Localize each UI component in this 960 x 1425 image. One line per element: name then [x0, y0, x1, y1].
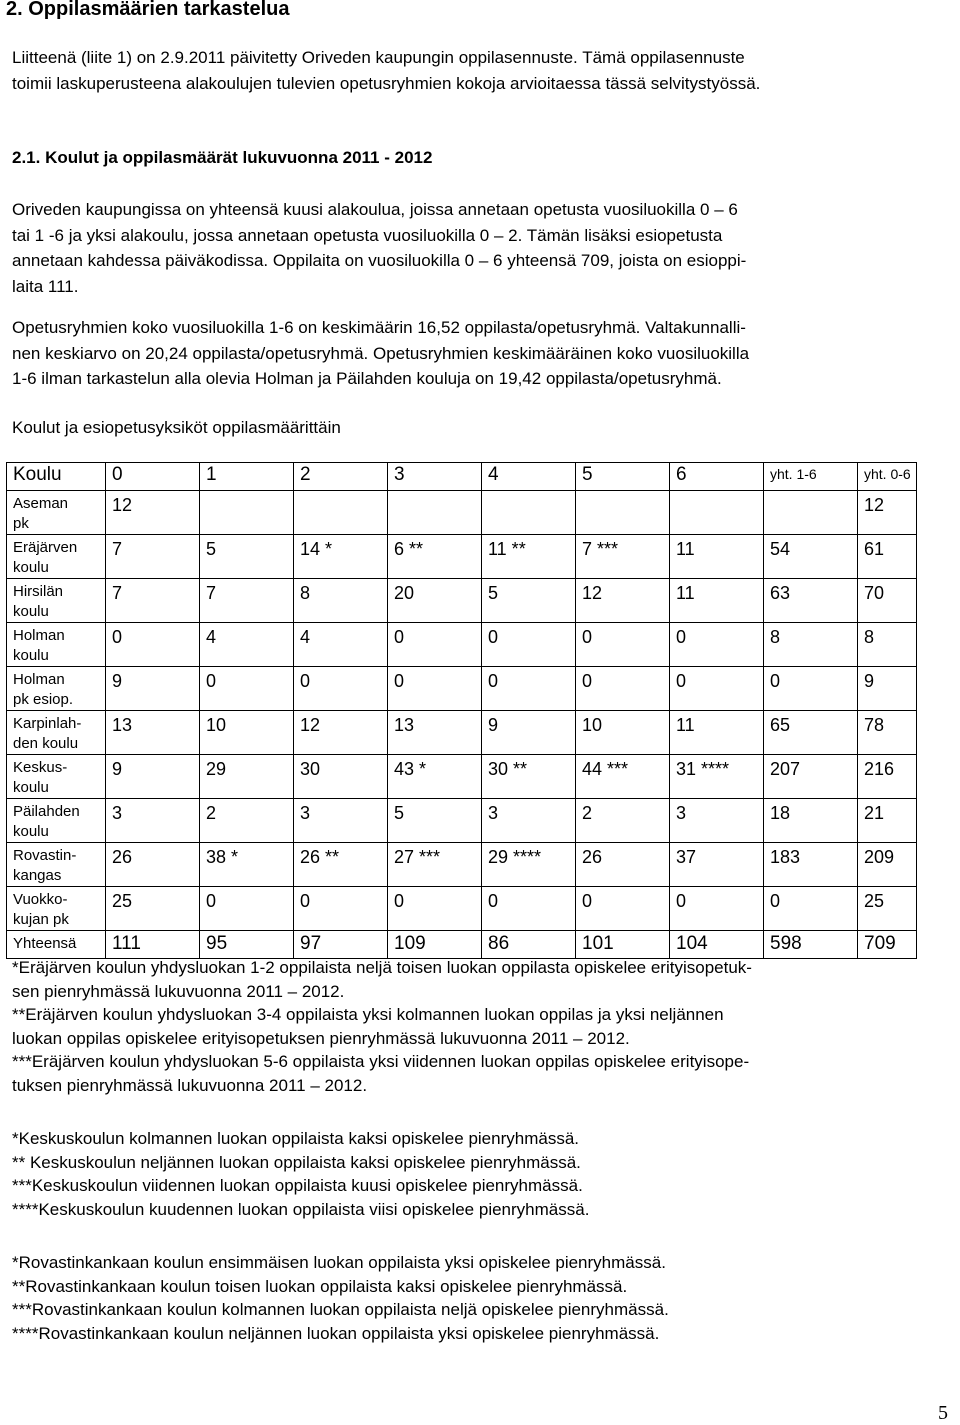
value-cell: 12 [106, 491, 200, 535]
total-value-cell: 95 [200, 931, 294, 959]
paragraph-schools [12, 197, 746, 299]
value-cell: 0 [764, 667, 858, 711]
value-cell: 0 [576, 887, 670, 931]
value-cell: 5 [200, 535, 294, 579]
value-cell: 6 ** [388, 535, 482, 579]
value-cell: 216 [858, 755, 917, 799]
school-name-line: koulu [13, 647, 49, 664]
total-value-cell: 97 [294, 931, 388, 959]
school-name-cell [7, 799, 106, 843]
footnote-line: ***Keskuskoulun viidennen luokan oppilaista kuusi opiskelee pienryhmässä. [12, 1176, 583, 1195]
footnotes-rovastinkangas [12, 1251, 669, 1345]
footnote-line: **Eräjärven koulun yhdysluokan 3-4 oppilaista yksi kolmannen luokan oppilas ja yksi neljännen [12, 1005, 724, 1024]
value-cell: 13 [106, 711, 200, 755]
value-cell: 0 [764, 887, 858, 931]
value-cell: 209 [858, 843, 917, 887]
value-cell: 27 *** [388, 843, 482, 887]
table-total-row [7, 931, 917, 959]
value-cell: 20 [388, 579, 482, 623]
footnote-line: ***Rovastinkankaan koulun kolmannen luokan oppilaista neljä opiskelee pienryhmässä. [12, 1300, 669, 1319]
value-cell: 70 [858, 579, 917, 623]
total-value-cell: 101 [576, 931, 670, 959]
value-cell: 0 [200, 887, 294, 931]
value-cell: 26 [106, 843, 200, 887]
table-caption: Koulut ja esiopetusyksiköt oppilasmäärittäin [12, 418, 341, 437]
column-header: 0 [106, 463, 200, 491]
value-cell: 9 [482, 711, 576, 755]
value-cell: 12 [576, 579, 670, 623]
value-cell: 61 [858, 535, 917, 579]
section-title: 2. Oppilasmäärien tarkastelua [6, 0, 290, 20]
value-cell: 4 [294, 623, 388, 667]
value-cell: 183 [764, 843, 858, 887]
value-cell: 65 [764, 711, 858, 755]
footnote-line: ****Rovastinkankaan koulun neljännen luokan oppilaista yksi opiskelee pienryhmässä. [12, 1323, 660, 1343]
value-cell [670, 491, 764, 535]
value-cell: 0 [388, 623, 482, 667]
value-cell: 31 **** [670, 755, 764, 799]
school-name-line: kangas [13, 867, 62, 884]
value-cell: 18 [764, 799, 858, 843]
value-cell: 25 [858, 887, 917, 931]
students-table [6, 462, 917, 959]
table-row [7, 579, 917, 623]
value-cell: 30 [294, 755, 388, 799]
value-cell: 12 [858, 491, 917, 535]
total-value-cell: 86 [482, 931, 576, 959]
value-cell: 0 [106, 623, 200, 667]
school-name-line: den koulu [13, 735, 79, 752]
column-header: Koulu [7, 463, 106, 491]
value-cell [576, 491, 670, 535]
intro-line: toimii laskuperusteena alakoulujen tulevien opetusryhmien kokoja arvioitaessa tässä selvitystyössä. [12, 73, 761, 93]
school-name-line: koulu [13, 559, 49, 576]
school-name-line: Aseman [13, 495, 69, 512]
value-cell: 63 [764, 579, 858, 623]
value-cell: 54 [764, 535, 858, 579]
value-cell: 8 [858, 623, 917, 667]
table-row [7, 755, 917, 799]
value-cell: 7 [106, 535, 200, 579]
value-cell: 3 [294, 799, 388, 843]
paragraph-line: laita 111. [12, 276, 79, 296]
value-cell: 9 [106, 755, 200, 799]
value-cell: 26 [576, 843, 670, 887]
value-cell: 4 [200, 623, 294, 667]
paragraph-line: 1-6 ilman tarkastelun alla olevia Holman ja Päilahden kouluja on 19,42 oppilasta/opetusryhmä. [12, 369, 722, 388]
paragraph-line: annetaan kahdessa päiväkodissa. Oppilaita on vuosiluokilla 0 – 6 yhteensä 709, joista on esioppi- [12, 251, 747, 270]
column-header: 4 [482, 463, 576, 491]
school-name-cell [7, 623, 106, 667]
school-name-cell [7, 843, 106, 887]
value-cell: 0 [388, 667, 482, 711]
value-cell: 0 [576, 667, 670, 711]
total-value-cell: 598 [764, 931, 858, 959]
paragraph-line: Opetusryhmien koko vuosiluokilla 1-6 on keskimäärin 16,52 oppilasta/opetusryhmä. Valtakunnalli- [12, 318, 746, 337]
table-row [7, 843, 917, 887]
footnote-line: sen pienryhmässä lukuvuonna 2011 – 2012. [12, 981, 345, 1001]
value-cell: 7 [200, 579, 294, 623]
value-cell: 3 [482, 799, 576, 843]
school-name-cell [7, 711, 106, 755]
total-label-cell: Yhteensä [7, 931, 106, 959]
value-cell: 0 [200, 667, 294, 711]
paragraph-line: nen keskiarvo on 20,24 oppilasta/opetusryhmä. Opetusryhmien keskimääräinen koko vuosiluokilla [12, 343, 750, 363]
school-name-cell [7, 535, 106, 579]
school-name-cell [7, 579, 106, 623]
value-cell: 44 *** [576, 755, 670, 799]
value-cell: 30 ** [482, 755, 576, 799]
value-cell: 0 [482, 887, 576, 931]
value-cell: 0 [482, 623, 576, 667]
total-value-cell: 111 [106, 931, 200, 959]
value-cell: 9 [858, 667, 917, 711]
page-number: 5 [938, 1402, 948, 1424]
value-cell: 0 [482, 667, 576, 711]
value-cell: 12 [294, 711, 388, 755]
school-name-line: Holman [13, 627, 65, 644]
value-cell: 0 [670, 623, 764, 667]
table-row [7, 491, 917, 535]
paragraph-line: Oriveden kaupungissa on yhteensä kuusi alakoulua, joissa annetaan opetusta vuosiluokilla 0 – 6 [12, 200, 738, 219]
footnote-line: *Rovastinkankaan koulun ensimmäisen luokan oppilaista yksi opiskelee pienryhmässä. [12, 1253, 666, 1272]
total-value-cell: 709 [858, 931, 917, 959]
value-cell: 21 [858, 799, 917, 843]
school-name-line: Hirsilän [13, 583, 64, 600]
footnote-line: tuksen pienryhmässä lukuvuonna 2011 – 2012. [12, 1075, 368, 1095]
school-name-line: koulu [13, 779, 49, 796]
school-name-line: koulu [13, 823, 49, 840]
school-name-cell [7, 667, 106, 711]
value-cell: 14 * [294, 535, 388, 579]
school-name-line: pk [13, 515, 29, 532]
value-cell: 5 [482, 579, 576, 623]
school-name-line: kujan pk [13, 911, 69, 928]
footnotes-keskuskoulu [12, 1127, 589, 1221]
column-header: yht. 0-6 [858, 463, 917, 491]
value-cell: 207 [764, 755, 858, 799]
value-cell: 26 ** [294, 843, 388, 887]
value-cell: 11 ** [482, 535, 576, 579]
value-cell: 0 [670, 887, 764, 931]
value-cell: 2 [576, 799, 670, 843]
footnote-line: ** Keskuskoulun neljännen luokan oppilaista kaksi opiskelee pienryhmässä. [12, 1152, 581, 1172]
school-name-line: pk esiop. [13, 691, 74, 708]
value-cell: 0 [670, 667, 764, 711]
value-cell: 0 [294, 887, 388, 931]
value-cell [482, 491, 576, 535]
value-cell: 13 [388, 711, 482, 755]
footnote-line: ****Keskuskoulun kuudennen luokan oppilaista viisi opiskelee pienryhmässä. [12, 1199, 590, 1219]
value-cell: 3 [670, 799, 764, 843]
column-header: 1 [200, 463, 294, 491]
value-cell: 8 [294, 579, 388, 623]
value-cell: 7 [106, 579, 200, 623]
table-header-row [7, 463, 917, 491]
value-cell: 0 [576, 623, 670, 667]
column-header: 3 [388, 463, 482, 491]
footnote-line: luokan oppilas opiskelee erityisopetuksen pienryhmässä lukuvuonna 2011 – 2012. [12, 1028, 630, 1048]
paragraph-line: tai 1 -6 ja yksi alakoulu, jossa annetaan opetusta vuosiluokilla 0 – 2. Tämän lisäksi esiopetusta [12, 225, 723, 245]
intro-paragraph [12, 45, 760, 96]
footnote-line: *Keskuskoulun kolmannen luokan oppilaista kaksi opiskelee pienryhmässä. [12, 1129, 579, 1148]
value-cell [388, 491, 482, 535]
value-cell: 7 *** [576, 535, 670, 579]
value-cell: 8 [764, 623, 858, 667]
total-value-cell: 104 [670, 931, 764, 959]
value-cell [200, 491, 294, 535]
school-name-cell [7, 887, 106, 931]
school-name-line: Rovastin- [13, 847, 77, 864]
value-cell [294, 491, 388, 535]
value-cell: 2 [200, 799, 294, 843]
table-row [7, 623, 917, 667]
value-cell: 11 [670, 711, 764, 755]
school-name-line: Karpinlah- [13, 715, 82, 732]
value-cell: 11 [670, 535, 764, 579]
footnote-line: **Rovastinkankaan koulun toisen luokan oppilaista kaksi opiskelee pienryhmässä. [12, 1276, 628, 1296]
table-row [7, 799, 917, 843]
table-row [7, 535, 917, 579]
footnotes-erajarvi [12, 956, 752, 1097]
paragraph-group-sizes [12, 315, 749, 392]
value-cell: 29 [200, 755, 294, 799]
footnote-line: ***Eräjärven koulun yhdysluokan 5-6 oppilaista yksi viidennen luokan oppilas opiskelee erityisope- [12, 1052, 750, 1071]
value-cell: 25 [106, 887, 200, 931]
value-cell: 29 **** [482, 843, 576, 887]
subsection-title: 2.1. Koulut ja oppilasmäärät lukuvuonna 2011 - 2012 [12, 148, 433, 167]
value-cell: 37 [670, 843, 764, 887]
school-name-cell [7, 491, 106, 535]
table-row [7, 711, 917, 755]
value-cell [764, 491, 858, 535]
intro-line: Liitteenä (liite 1) on 2.9.2011 päivitetty Oriveden kaupungin oppilasennuste. Tämä oppilasennuste [12, 48, 745, 67]
school-name-line: Päilahden [13, 803, 80, 820]
school-name-line: Eräjärven [13, 539, 78, 556]
value-cell: 43 * [388, 755, 482, 799]
value-cell: 78 [858, 711, 917, 755]
column-header: 6 [670, 463, 764, 491]
value-cell: 0 [388, 887, 482, 931]
value-cell: 11 [670, 579, 764, 623]
school-name-cell [7, 755, 106, 799]
value-cell: 10 [576, 711, 670, 755]
footnote-line: *Eräjärven koulun yhdysluokan 1-2 oppilaista neljä toisen luokan oppilasta opiskelee erityisopetuk- [12, 958, 752, 977]
school-name-line: koulu [13, 603, 49, 620]
column-header: yht. 1-6 [764, 463, 858, 491]
column-header: 5 [576, 463, 670, 491]
value-cell: 9 [106, 667, 200, 711]
table-row [7, 887, 917, 931]
value-cell: 5 [388, 799, 482, 843]
school-name-line: Vuokko- [13, 891, 68, 908]
column-header: 2 [294, 463, 388, 491]
school-name-line: Keskus- [13, 759, 68, 776]
value-cell: 10 [200, 711, 294, 755]
school-name-line: Holman [13, 671, 65, 688]
total-value-cell: 109 [388, 931, 482, 959]
value-cell: 3 [106, 799, 200, 843]
table-row [7, 667, 917, 711]
value-cell: 38 * [200, 843, 294, 887]
value-cell: 0 [294, 667, 388, 711]
